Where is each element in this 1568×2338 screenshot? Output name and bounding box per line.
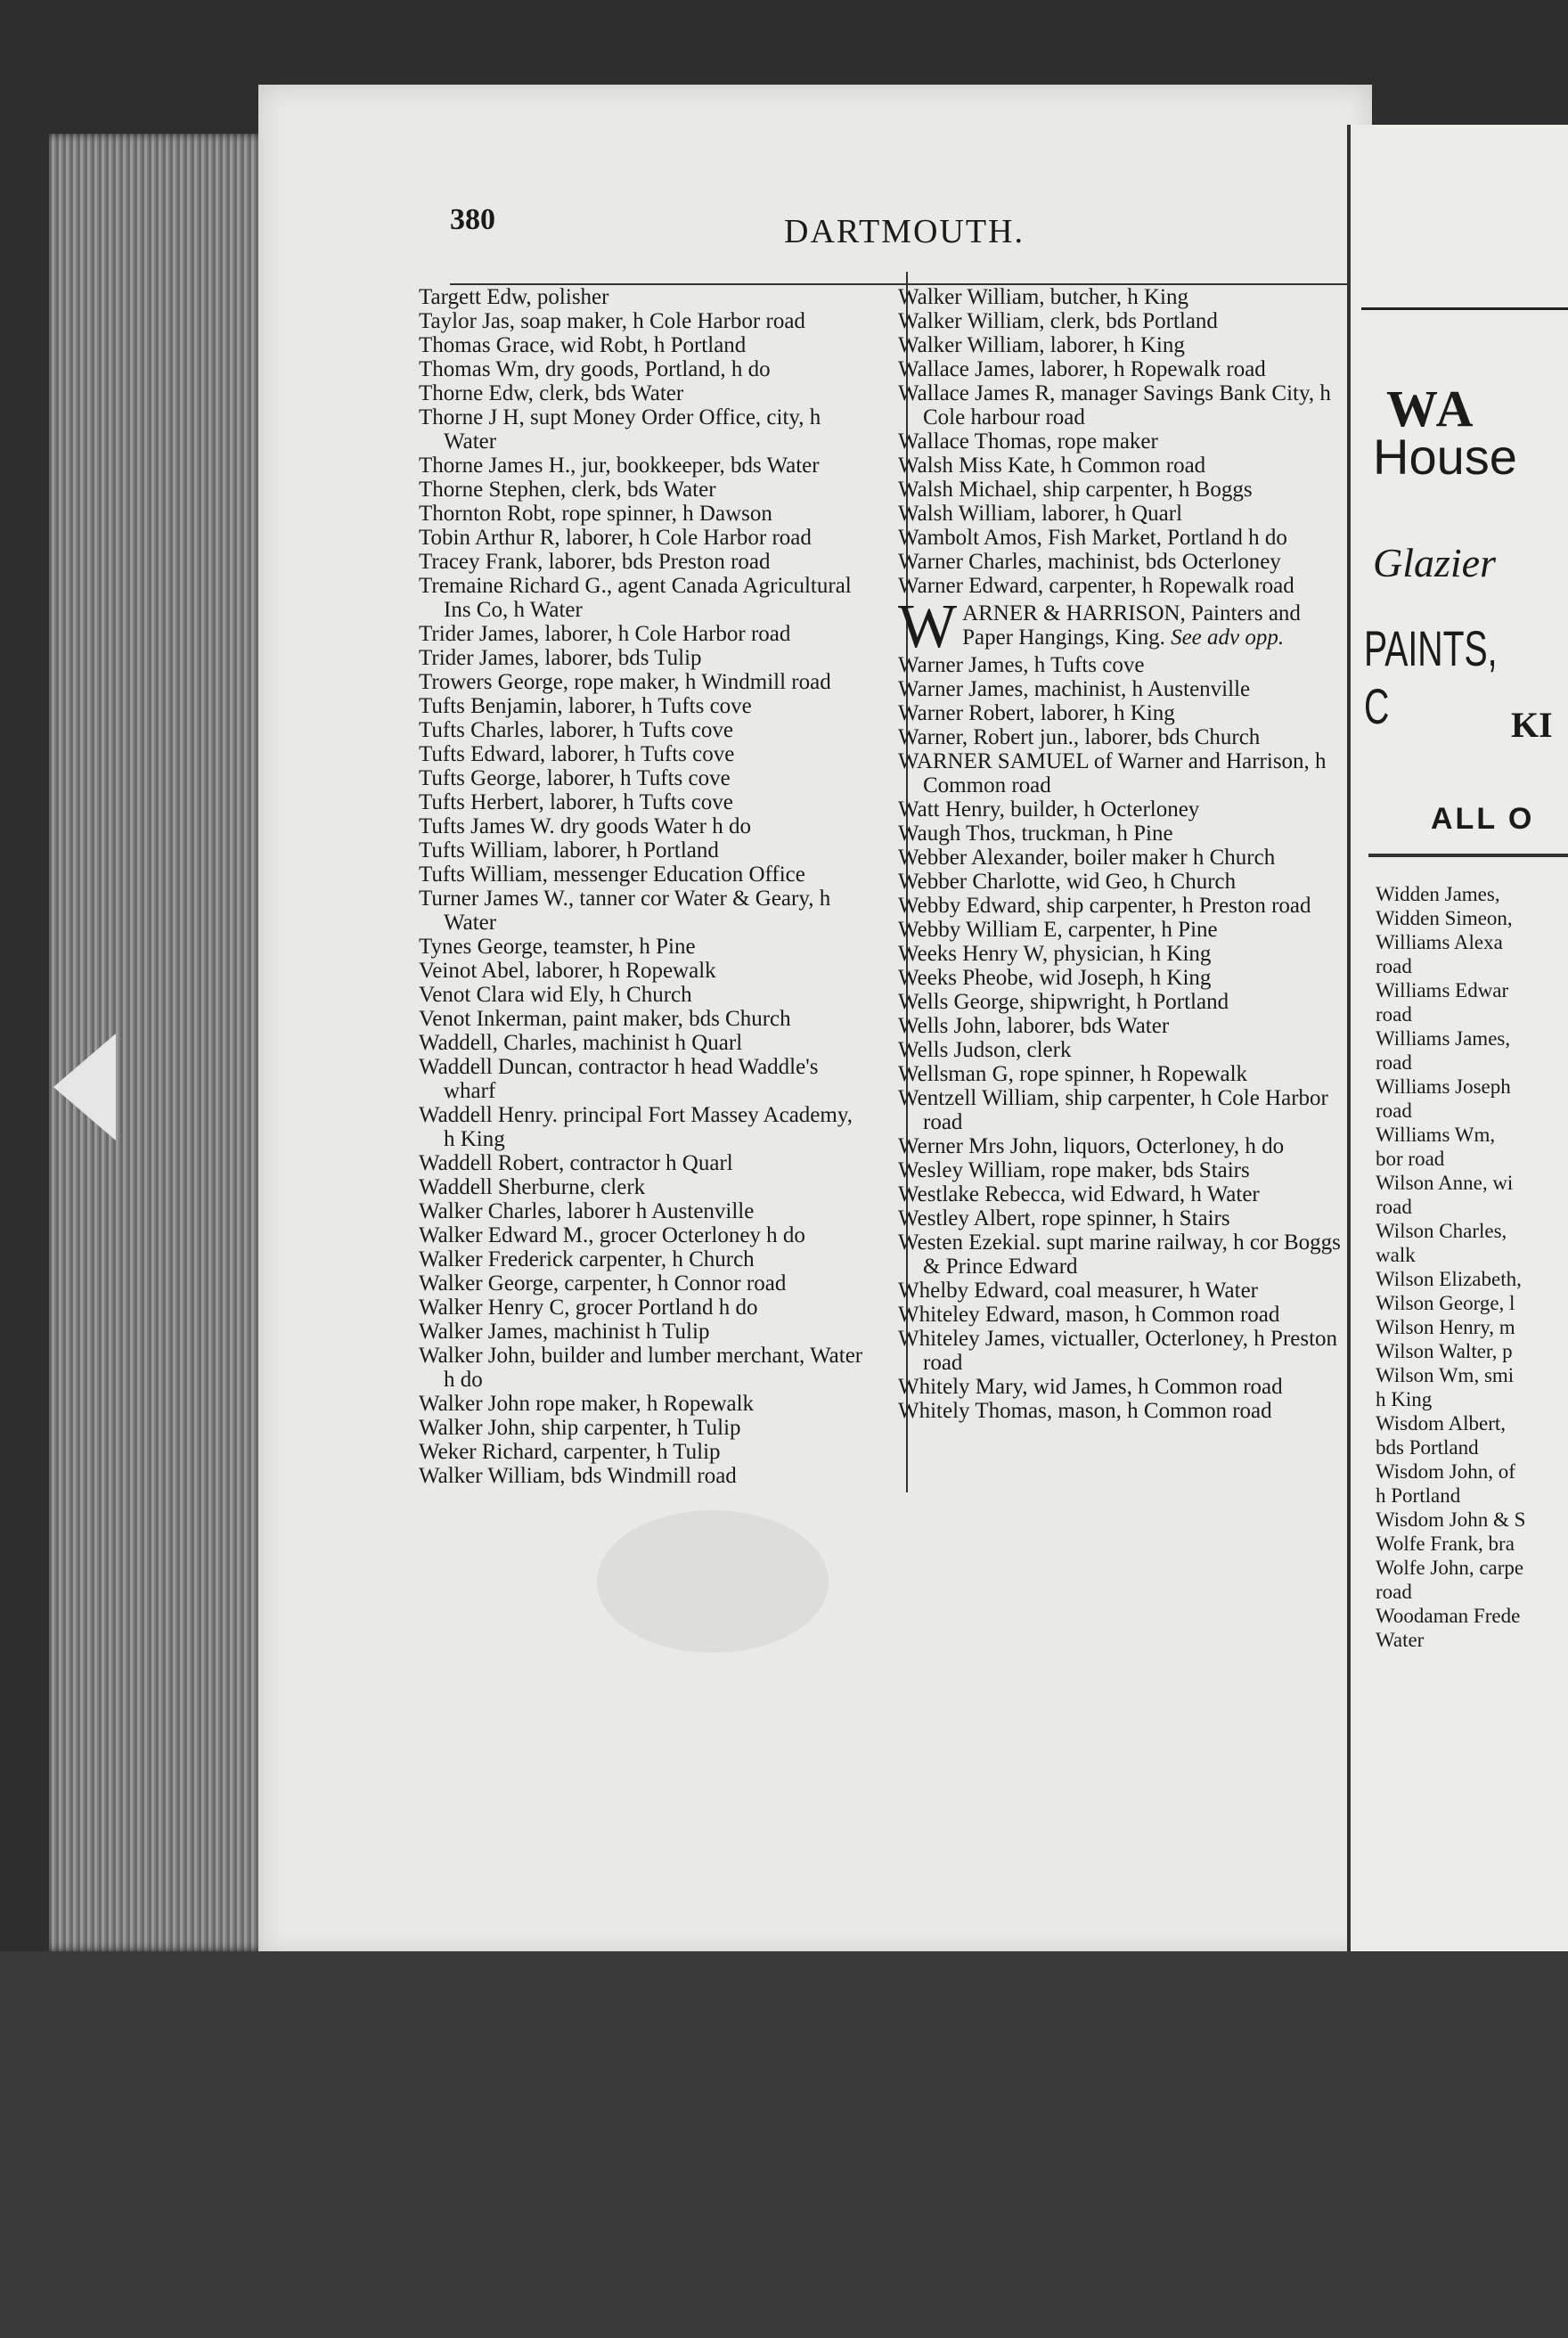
directory-entry: Tufts Benjamin, laborer, h Tufts cove — [419, 694, 752, 718]
facing-entry: Wolfe Frank, bra — [1376, 1533, 1515, 1555]
directory-entry: Tufts William, laborer, h Portland — [419, 838, 719, 862]
directory-entry: Walker William, laborer, h King — [898, 333, 1185, 357]
directory-entry: Waddell Henry. principal Fort Massey Academy, h King — [419, 1103, 853, 1151]
advert-entry — [898, 593, 1343, 661]
directory-entry: Walsh Michael, ship carpenter, h Boggs — [898, 478, 1253, 502]
directory-entry: Venot Clara wid Ely, h Church — [419, 983, 692, 1007]
directory-entry: Trider James, laborer, bds Tulip — [419, 646, 702, 670]
facing-entry: Williams Alexa — [1376, 931, 1503, 953]
directory-entry: Thorne J H, supt Money Order Office, city, h Water — [419, 405, 821, 454]
directory-entry: Tobin Arthur R, laborer, h Cole Harbor road — [419, 526, 812, 550]
directory-entry: Turner James W., tanner cor Water & Geary, h Water — [419, 887, 831, 935]
facing-entry: Williams Wm, — [1376, 1124, 1496, 1146]
directory-entry: Walsh Miss Kate, h Common road — [898, 454, 1206, 478]
facing-entry: Wilson Walter, p — [1376, 1340, 1513, 1362]
facing-heading-3: Glazier — [1373, 540, 1496, 585]
directory-entry: Walker John rope maker, h Ropewalk — [419, 1392, 755, 1416]
directory-entry: Tracey Frank, laborer, bds Preston road — [419, 550, 771, 574]
directory-entry: Tufts George, laborer, h Tufts cove — [419, 766, 731, 790]
facing-entry: Williams Edwar — [1376, 979, 1509, 1001]
facing-entry: Water — [1376, 1629, 1425, 1651]
directory-entry: Walker William, bds Windmill road — [419, 1464, 737, 1488]
directory-entry: Walker William, clerk, bds Portland — [898, 309, 1218, 333]
page-number: 380 — [450, 203, 495, 236]
directory-entry: Waddell Robert, contractor h Quarl — [419, 1151, 733, 1175]
directory-entry: Taylor Jas, soap maker, h Cole Harbor road — [419, 309, 805, 333]
facing-heading-2: House — [1373, 429, 1517, 485]
advert-note: See adv opp. — [1171, 625, 1285, 650]
facing-entry: bor road — [1376, 1148, 1445, 1170]
directory-entry: Watt Henry, builder, h Octerloney — [898, 797, 1200, 822]
directory-entry: Tufts Edward, laborer, h Tufts cove — [419, 742, 735, 766]
directory-entry: WARNER SAMUEL of Warner and Harrison, h Common road — [898, 749, 1327, 797]
scan-background — [0, 1951, 1568, 2338]
directory-entry: Weeks Pheobe, wid Joseph, h King — [898, 966, 1212, 990]
directory-entry: Weeks Henry W, physician, h King — [898, 942, 1212, 966]
directory-entry: Werner Mrs John, liquors, Octerloney, h do — [898, 1134, 1285, 1158]
facing-entry: Widden Simeon, — [1376, 907, 1513, 929]
drop-cap: W — [898, 593, 958, 661]
facing-heading-1: WA — [1386, 380, 1477, 437]
directory-entry: Webby William E, carpenter, h Pine — [898, 918, 1218, 942]
directory-entry: Tynes George, teamster, h Pine — [419, 935, 696, 959]
directory-entry: Walker John, ship carpenter, h Tulip — [419, 1416, 741, 1440]
directory-entry: Warner Robert, laborer, h King — [898, 701, 1175, 725]
directory-entry: Whitely Thomas, mason, h Common road — [898, 1399, 1272, 1423]
running-head: DARTMOUTH. — [784, 213, 1025, 250]
directory-entry: Targett Edw, polisher — [419, 285, 609, 309]
facing-entry: walk — [1376, 1244, 1416, 1266]
directory-entry: Walker John, builder and lumber merchant, Water h do — [419, 1344, 863, 1392]
directory-entry: Warner Charles, machinist, bds Octerloney — [898, 550, 1281, 574]
directory-entry: Whitely Mary, wid James, h Common road — [898, 1375, 1283, 1399]
facing-entry: bds Portland — [1376, 1436, 1479, 1459]
directory-entry: Whelby Edward, coal measurer, h Water — [898, 1279, 1258, 1303]
facing-entry: h King — [1376, 1388, 1433, 1410]
directory-entry: Whiteley James, victualler, Octerloney, h Preston road — [898, 1327, 1338, 1375]
directory-entry: Wells John, laborer, bds Water — [898, 1014, 1170, 1038]
directory-entry: Webby Edward, ship carpenter, h Preston road — [898, 894, 1311, 918]
directory-entry: Warner Edward, carpenter, h Ropewalk road — [898, 574, 1294, 598]
facing-top-rule — [1361, 307, 1568, 310]
directory-entry: Trowers George, rope maker, h Windmill road — [419, 670, 831, 694]
directory-entry: Wentzell William, ship carpenter, h Cole Harbor road — [898, 1086, 1328, 1134]
facing-entry: Wolfe John, carpe — [1376, 1557, 1524, 1579]
directory-entry: Walker Frederick carpenter, h Church — [419, 1247, 755, 1271]
directory-entry: Thorne James H., jur, bookkeeper, bds Water — [419, 454, 820, 478]
facing-heading-5: KI — [1511, 705, 1553, 745]
facing-entry: Wilson Charles, — [1376, 1220, 1507, 1242]
directory-entry: Tufts Charles, laborer, h Tufts cove — [419, 718, 733, 742]
directory-entry: Westley Albert, rope spinner, h Stairs — [898, 1206, 1230, 1230]
facing-entry: Wilson Henry, m — [1376, 1316, 1515, 1338]
directory-entry: Wells Judson, clerk — [898, 1038, 1072, 1062]
advert-text: ARNER & HARRISON, Painters and Paper Hangings, King. — [962, 601, 1301, 650]
directory-entry: Walker William, butcher, h King — [898, 285, 1188, 309]
directory-entry: Thornton Robt, rope spinner, h Dawson — [419, 502, 772, 526]
directory-entry: Wambolt Amos, Fish Market, Portland h do — [898, 526, 1287, 550]
directory-entry: Veinot Abel, laborer, h Ropewalk — [419, 959, 716, 983]
directory-entry: Walker Edward M., grocer Octerloney h do — [419, 1223, 805, 1247]
facing-heading-6: ALL O — [1431, 802, 1535, 836]
directory-entry: Warner James, h Tufts cove — [898, 653, 1145, 677]
facing-entry: Wilson Wm, smi — [1376, 1364, 1515, 1386]
facing-entry: Wilson Elizabeth, — [1376, 1268, 1522, 1290]
facing-entry: road — [1376, 1003, 1412, 1026]
directory-entry: Westlake Rebecca, wid Edward, h Water — [898, 1182, 1260, 1206]
directory-entry: Walker Charles, laborer h Austenville — [419, 1199, 755, 1223]
thumb-index-tab — [53, 1034, 116, 1140]
directory-entry: Weker Richard, carpenter, h Tulip — [419, 1440, 721, 1464]
facing-entry: Williams Joseph — [1376, 1075, 1511, 1098]
directory-entry: Thomas Grace, wid Robt, h Portland — [419, 333, 747, 357]
directory-entry: Westen Ezekial. supt marine railway, h cor Boggs & Prince Edward — [898, 1230, 1341, 1279]
directory-entry: Warner, Robert jun., laborer, bds Church — [898, 725, 1261, 749]
facing-entry: road — [1376, 955, 1412, 977]
directory-entry: Trider James, laborer, h Cole Harbor road — [419, 622, 791, 646]
facing-entry: Widden James, — [1376, 883, 1500, 905]
directory-entry: Tufts James W. dry goods Water h do — [419, 814, 751, 838]
facing-entry: Wisdom John, of — [1376, 1460, 1515, 1483]
directory-entry: Warner James, machinist, h Austenville — [898, 677, 1251, 701]
directory-entry: Walker James, machinist h Tulip — [419, 1320, 710, 1344]
facing-heading-4: PAINTS, C — [1364, 620, 1498, 734]
facing-entries — [1376, 882, 1568, 1652]
directory-entry: Webber Alexander, boiler maker h Church — [898, 846, 1276, 870]
left-column — [419, 285, 864, 1488]
directory-entry: Walsh William, laborer, h Quarl — [898, 502, 1183, 526]
directory-entry: Thorne Edw, clerk, bds Water — [419, 381, 684, 405]
facing-entry: Wilson George, l — [1376, 1292, 1515, 1314]
facing-entry: Wisdom Albert, — [1376, 1412, 1507, 1435]
paper-stain — [597, 1510, 829, 1653]
facing-entry: Wisdom John & S — [1376, 1508, 1526, 1531]
facing-entry: road — [1376, 1581, 1412, 1603]
directory-entry: Thorne Stephen, clerk, bds Water — [419, 478, 716, 502]
directory-entry: Walker Henry C, grocer Portland h do — [419, 1296, 758, 1320]
directory-entry: Tufts Herbert, laborer, h Tufts cove — [419, 790, 733, 814]
facing-entry: Woodaman Frede — [1376, 1605, 1521, 1627]
directory-entry: Webber Charlotte, wid Geo, h Church — [898, 870, 1237, 894]
facing-entry: road — [1376, 1100, 1412, 1122]
facing-entry: h Portland — [1376, 1484, 1461, 1507]
directory-entry: Wallace James R, manager Savings Bank City, h Cole harbour road — [898, 381, 1331, 429]
directory-entry: Wesley William, rope maker, bds Stairs — [898, 1158, 1250, 1182]
directory-entry: Wallace James, laborer, h Ropewalk road — [898, 357, 1266, 381]
directory-entry: Tremaine Richard G., agent Canada Agricultural Ins Co, h Water — [419, 574, 852, 622]
directory-entry: Waddell Sherburne, clerk — [419, 1175, 646, 1199]
facing-entry: road — [1376, 1196, 1412, 1218]
facing-mid-rule — [1368, 854, 1568, 857]
directory-entry: Waddell, Charles, machinist h Quarl — [419, 1031, 743, 1055]
facing-entry: road — [1376, 1051, 1412, 1074]
directory-entry: Wellsman G, rope spinner, h Ropewalk — [898, 1062, 1248, 1086]
directory-entry: Wells George, shipwright, h Portland — [898, 990, 1229, 1014]
directory-entry: Waddell Duncan, contractor h head Waddle's wharf — [419, 1055, 819, 1103]
facing-entry: Wilson Anne, wi — [1376, 1172, 1514, 1194]
directory-entry: Thomas Wm, dry goods, Portland, h do — [419, 357, 771, 381]
facing-page — [1347, 125, 1568, 1956]
right-column — [898, 285, 1343, 1423]
directory-entry: Walker George, carpenter, h Connor road — [419, 1271, 787, 1296]
directory-entry: Whiteley Edward, mason, h Common road — [898, 1303, 1280, 1327]
directory-entry: Tufts William, messenger Education Office — [419, 862, 805, 887]
facing-entry: Williams James, — [1376, 1027, 1511, 1050]
directory-entry: Venot Inkerman, paint maker, bds Church — [419, 1007, 791, 1031]
directory-entry: Waugh Thos, truckman, h Pine — [898, 822, 1173, 846]
directory-entry: Wallace Thomas, rope maker — [898, 429, 1158, 454]
